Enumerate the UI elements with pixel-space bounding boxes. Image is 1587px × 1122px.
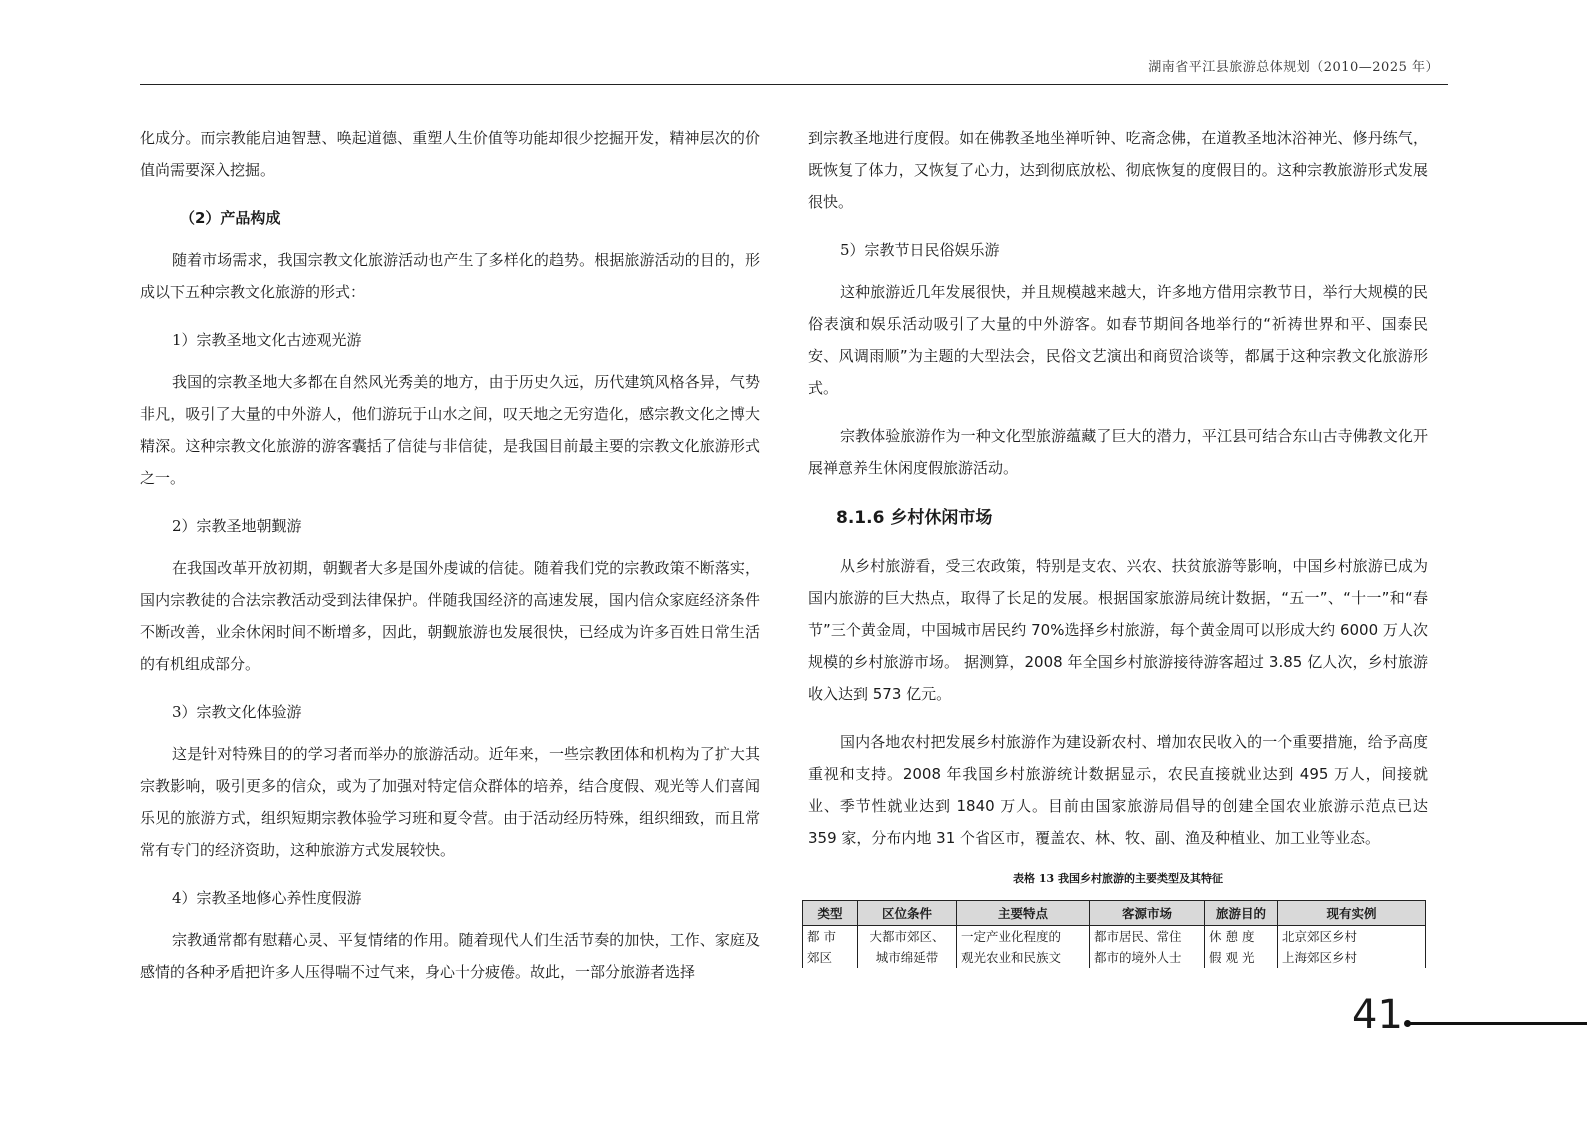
paragraph: 从乡村旅游看，受三农政策，特别是支农、兴农、扶贫旅游等影响，中国乡村旅游已成为国内旅游的巨大热点，取得了长足的发展。根据国家旅游局统计数据，“五一”、“十一”和“春节”三个黄金周，中国城市居民约 70%选择乡村旅游，每个黄金周可以形成大约 6000 万人次规模的乡村旅游市场。 据测算，2008 年全国乡村旅游接待游客超过 3.85 亿人次，乡村旅游收入达到 573 亿元。 (808, 557, 1428, 703)
subheading-type-5: 5）宗教节日民俗娱乐游 (840, 241, 1000, 259)
table-cell: 休 憩 度 假 观 光 (1205, 926, 1278, 969)
paragraph: 宗教通常都有慰藉心灵、平复情绪的作用。随着现代人们生活节奏的加快，工作、家庭及感情的各种矛盾把许多人压得喘不过气来，身心十分疲倦。故此，一部分旅游者选择 (140, 931, 760, 981)
table-header-cell: 类型 (803, 901, 858, 926)
table-header-cell: 现有实例 (1278, 901, 1426, 926)
header-divider (140, 84, 1448, 85)
table-header-row (803, 901, 1426, 926)
section-title: 8.1.6 乡村休闲市场 (836, 508, 993, 528)
page-number-rule (1410, 1022, 1587, 1025)
subheading-type-3: 3）宗教文化体验游 (172, 703, 302, 721)
left-column (140, 122, 760, 1004)
running-header: 湖南省平江县旅游总体规划（2010—2025 年） (1148, 60, 1439, 75)
subheading-type-2: 2）宗教圣地朝觐游 (172, 517, 302, 535)
table-cell: 都市居民、常住 都市的境外人士 (1090, 926, 1205, 969)
table-row (803, 926, 1426, 969)
paragraph: 宗教体验旅游作为一种文化型旅游蕴藏了巨大的潜力，平江县可结合东山古寺佛教文化开展禅意养生休闲度假旅游活动。 (808, 427, 1428, 477)
rural-tourism-table (802, 900, 1426, 968)
paragraph: 这是针对特殊目的的学习者而举办的旅游活动。近年来，一些宗教团体和机构为了扩大其宗教影响，吸引更多的信众，或为了加强对特定信众群体的培养，结合度假、观光等人们喜闻乐见的旅游方式，组织短期宗教体验学习班和夏令营。由于活动经历特殊，组织细致，而且常常有专门的经济资助，这种旅游方式发展较快。 (140, 745, 760, 859)
subheading-type-1: 1）宗教圣地文化古迹观光游 (172, 331, 362, 349)
table-caption: 表格 13 我国乡村旅游的主要类型及其特征 (1013, 872, 1223, 885)
paragraph: 我国的宗教圣地大多都在自然风光秀美的地方，由于历史久远，历代建筑风格各异，气势非凡，吸引了大量的中外游人，他们游玩于山水之间，叹天地之无穷造化，感宗教文化之博大精深。这种宗教文化旅游的游客囊括了信徒与非信徒，是我国目前最主要的宗教文化旅游形式之一。 (140, 373, 760, 487)
table-cell: 都 市 郊区 (803, 926, 858, 969)
paragraph: 国内各地农村把发展乡村旅游作为建设新农村、增加农民收入的一个重要措施，给予高度重视和支持。2008 年我国乡村旅游统计数据显示，农民直接就业达到 495 万人，间接就业、季节性就业达到 1840 万人。目前由国家旅游局倡导的创建全国农业旅游示范点已达 359 家，分布内地 31 个省区市，覆盖农、林、牧、副、渔及种植业、加工业等业态。 (808, 733, 1428, 847)
table-cell: 一定产业化程度的 观光农业和民族文 (957, 926, 1090, 969)
paragraph: 随着市场需求，我国宗教文化旅游活动也产生了多样化的趋势。根据旅游活动的目的，形成以下五种宗教文化旅游的形式： (140, 251, 760, 301)
paragraph: 在我国改革开放初期，朝觐者大多是国外虔诚的信徒。随着我们党的宗教政策不断落实，国内宗教徒的合法宗教活动受到法律保护。伴随我国经济的高速发展，国内信众家庭经济条件不断改善，业余休闲时间不断增多，因此，朝觐旅游也发展很快，已经成为许多百姓日常生活的有机组成部分。 (140, 559, 760, 673)
table-header-cell: 旅游目的 (1205, 901, 1278, 926)
paragraph: 这种旅游近几年发展很快，并且规模越来越大，许多地方借用宗教节日，举行大规模的民俗表演和娱乐活动吸引了大量的中外游客。如春节期间各地举行的“祈祷世界和平、国泰民安、风调雨顺”为主题的大型法会，民俗文艺演出和商贸洽谈等，都属于这种宗教文化旅游形式。 (808, 283, 1428, 397)
table-header-cell: 主要特点 (957, 901, 1090, 926)
table-header-cell: 客源市场 (1090, 901, 1205, 926)
table-cell: 北京郊区乡村 上海郊区乡村 (1278, 926, 1426, 969)
paragraph: 到宗教圣地进行度假。如在佛教圣地坐禅听钟、吃斋念佛，在道教圣地沐浴神光、修丹练气，既恢复了体力，又恢复了心力，达到彻底放松、彻底恢复的度假目的。这种宗教旅游形式发展很快。 (808, 129, 1428, 211)
table-cell: 大都市郊区、 城市绵延带 (858, 926, 957, 969)
page-number: 41 (1352, 992, 1403, 1038)
subheading-type-4: 4）宗教圣地修心养性度假游 (172, 889, 362, 907)
table-header-cell: 区位条件 (858, 901, 957, 926)
paragraph: 化成分。而宗教能启迪智慧、唤起道德、重塑人生价值等功能却很少挖掘开发，精神层次的价值尚需要深入挖掘。 (140, 129, 760, 179)
right-column (808, 122, 1428, 968)
subheading-product-composition: （2）产品构成 (180, 209, 281, 227)
